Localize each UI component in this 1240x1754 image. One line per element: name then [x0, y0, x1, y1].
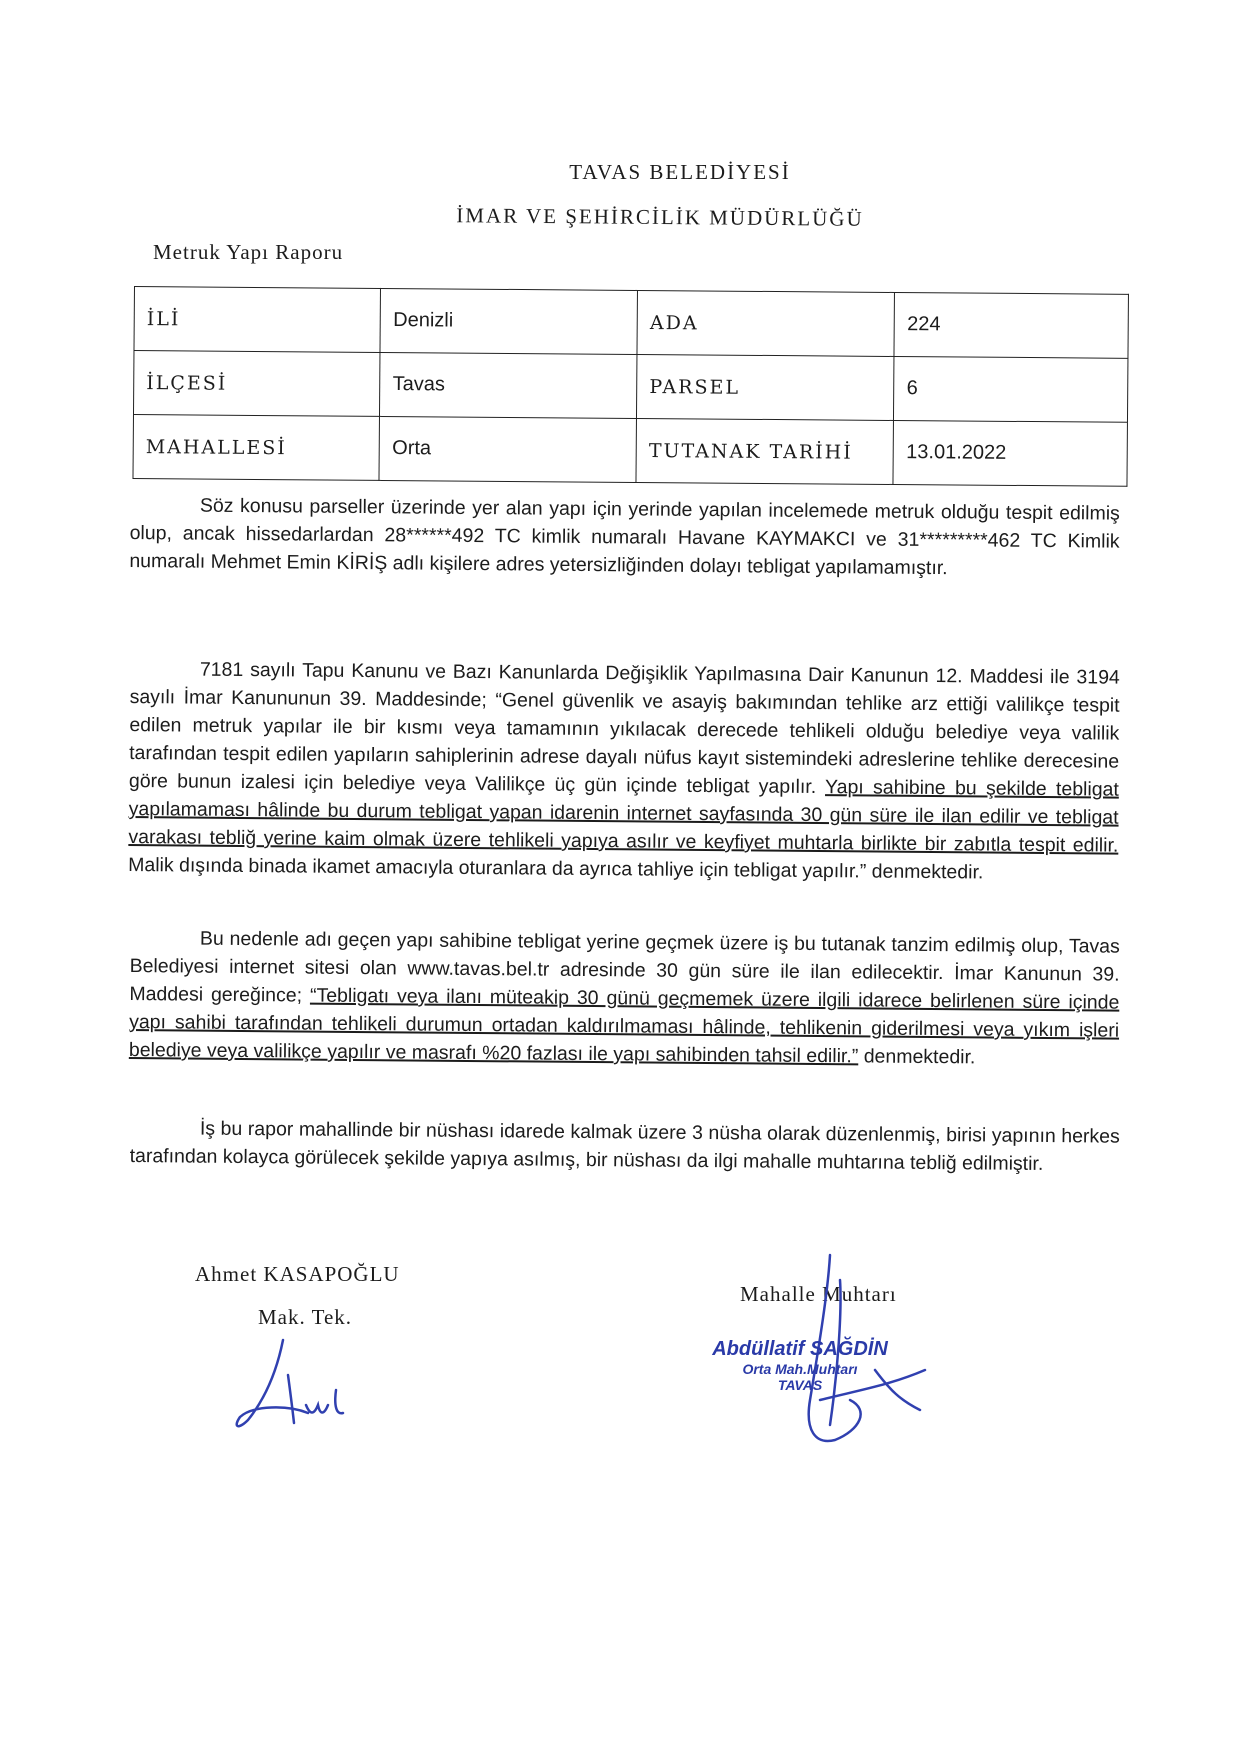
table-row [133, 351, 1127, 423]
table-row [134, 287, 1128, 359]
label-ada: ADA [637, 290, 895, 356]
parcel-info-table [132, 286, 1128, 487]
stamp-office: Orta Mah.Muhtarı [742, 1361, 858, 1377]
paragraph-announcement [129, 924, 1120, 1073]
value-ilce: Tavas [380, 352, 637, 418]
article-39-quote: “Tebligatı veya ilanı müteakip 30 günü geçmemek üzere ilgili idarece belirlenen süre içinde yapı sahibi tarafından tehlikeli durumun ortadan kaldırılmaması hâlinde, tehlikenin giderilmesi veya yıkım işleri belediye veya valilikçe yapılır ve masrafı %20 fazlası ile yapı sahibinden tahsil edilir.” [128, 984, 1120, 1068]
label-il: İLİ [134, 287, 381, 353]
signer-name: Ahmet KASAPOĞLU [195, 1262, 400, 1286]
law-quote-underlined: Yapı sahibine bu şekilde tebligat yapılamaması hâlinde bu durum tebligat yapan idarenin internet sayfasında 30 gün süre ile ilan edilir ve tebligat varakası tebliğ yerine kaim olmak üzere tehlikeli yapıya asılır ve keyfiyet muhtarla birlikte bir zabıtla tespit edilir. [128, 776, 1119, 857]
value-il: Denizli [380, 288, 637, 354]
value-mahalle: Orta [379, 416, 636, 482]
signature-left-icon [228, 1335, 368, 1435]
value-tutanak-tarihi: 13.01.2022 [893, 420, 1127, 486]
paragraph-copies: İş bu rapor mahallinde bir nüshası idarede kalmak üzere 3 nüsha olarak düzenlenmiş, birisi yapının herkes tarafından kolayca görülecek şekilde yapıya asılmış, bir nüshası da ilgi mahalle muhtarına tebliğ edilmiştir. [129, 1117, 1120, 1175]
label-parsel: PARSEL [637, 354, 895, 420]
value-ada: 224 [894, 292, 1128, 358]
report-title: Metruk Yapı Raporu [153, 240, 344, 264]
stamp-town: TAVAS [777, 1377, 823, 1393]
institution-title: TAVAS BELEDİYESİ [569, 160, 791, 184]
table-row [133, 414, 1127, 486]
paragraph-law-7181 [128, 655, 1120, 888]
signer-title: Mak. Tek. [258, 1305, 353, 1329]
label-tutanak-tarihi: TUTANAK TARİHİ [636, 418, 894, 484]
law-quote-text: 7181 sayılı Tapu Kanunu ve Bazı Kanunlarda Değişiklik Yapılmasına Dair Kanunun 12. Maddesi ile 3194 sayılı İmar Kanununun 39. Maddesinde; “Genel güvenlik ve asayiş bakımından tehlike arz ettiği valilikçe tespit edilen metruk yapılar ile bir kısmı veya tamamının yıkılacak derecede tehlikeli olduğu belediye veya valilik tarafından tespit edilen yapıların sahiplerinin adrese dayalı nüfus kayıt sistemindeki adreslerine tehlike derecesine göre bunun izalesi için belediye veya Valilikçe üç gün içinde tebligat yapılır. [128, 658, 1120, 799]
law-quote-end: Malik dışında binada ikamet amacıyla oturanlara da ayrıca tahliye için tebligat yapılır.” denmektedir. [128, 853, 984, 884]
announcement-end: denmektedir. [858, 1045, 976, 1069]
label-ilce: İLÇESİ [133, 351, 380, 417]
announcement-text: Bu nedenle adı geçen yapı sahibine tebligat yerine geçmek üzere iş bu tutanak tanzim edilmiş olup, Tavas Belediyesi internet sitesi olan www.tavas.bel.tr adresinde 30 gün süre ile ilan edilecektir. İmar Kanunun 39. Maddesi gereğince; [129, 927, 1120, 1007]
muhtar-title: Mahalle Muhtarı [740, 1282, 897, 1306]
department-title: İMAR VE ŞEHİRCİLİK MÜDÜRLÜĞÜ [456, 203, 864, 231]
paragraph-findings: Söz konusu parseller üzerinde yer alan yapı için yerinde yapılan incelemede metruk olduğu tespit edilmiş olup, ancak hissedarlardan 28******492 TC kimlik numaralı Havane KAYMAKCI ve 31*********462 TC Kimlik numaralı Mehmet Emin KİRİŞ adlı kişilere adres yetersizliğinden dolayı tebligat yapılamamıştır. [129, 494, 1120, 580]
label-mahalle: MAHALLESİ [133, 414, 380, 480]
value-parsel: 6 [894, 356, 1128, 422]
stamp-name: Abdüllatif SAĞDİN [712, 1338, 888, 1360]
muhtar-stamp [700, 1338, 900, 1393]
